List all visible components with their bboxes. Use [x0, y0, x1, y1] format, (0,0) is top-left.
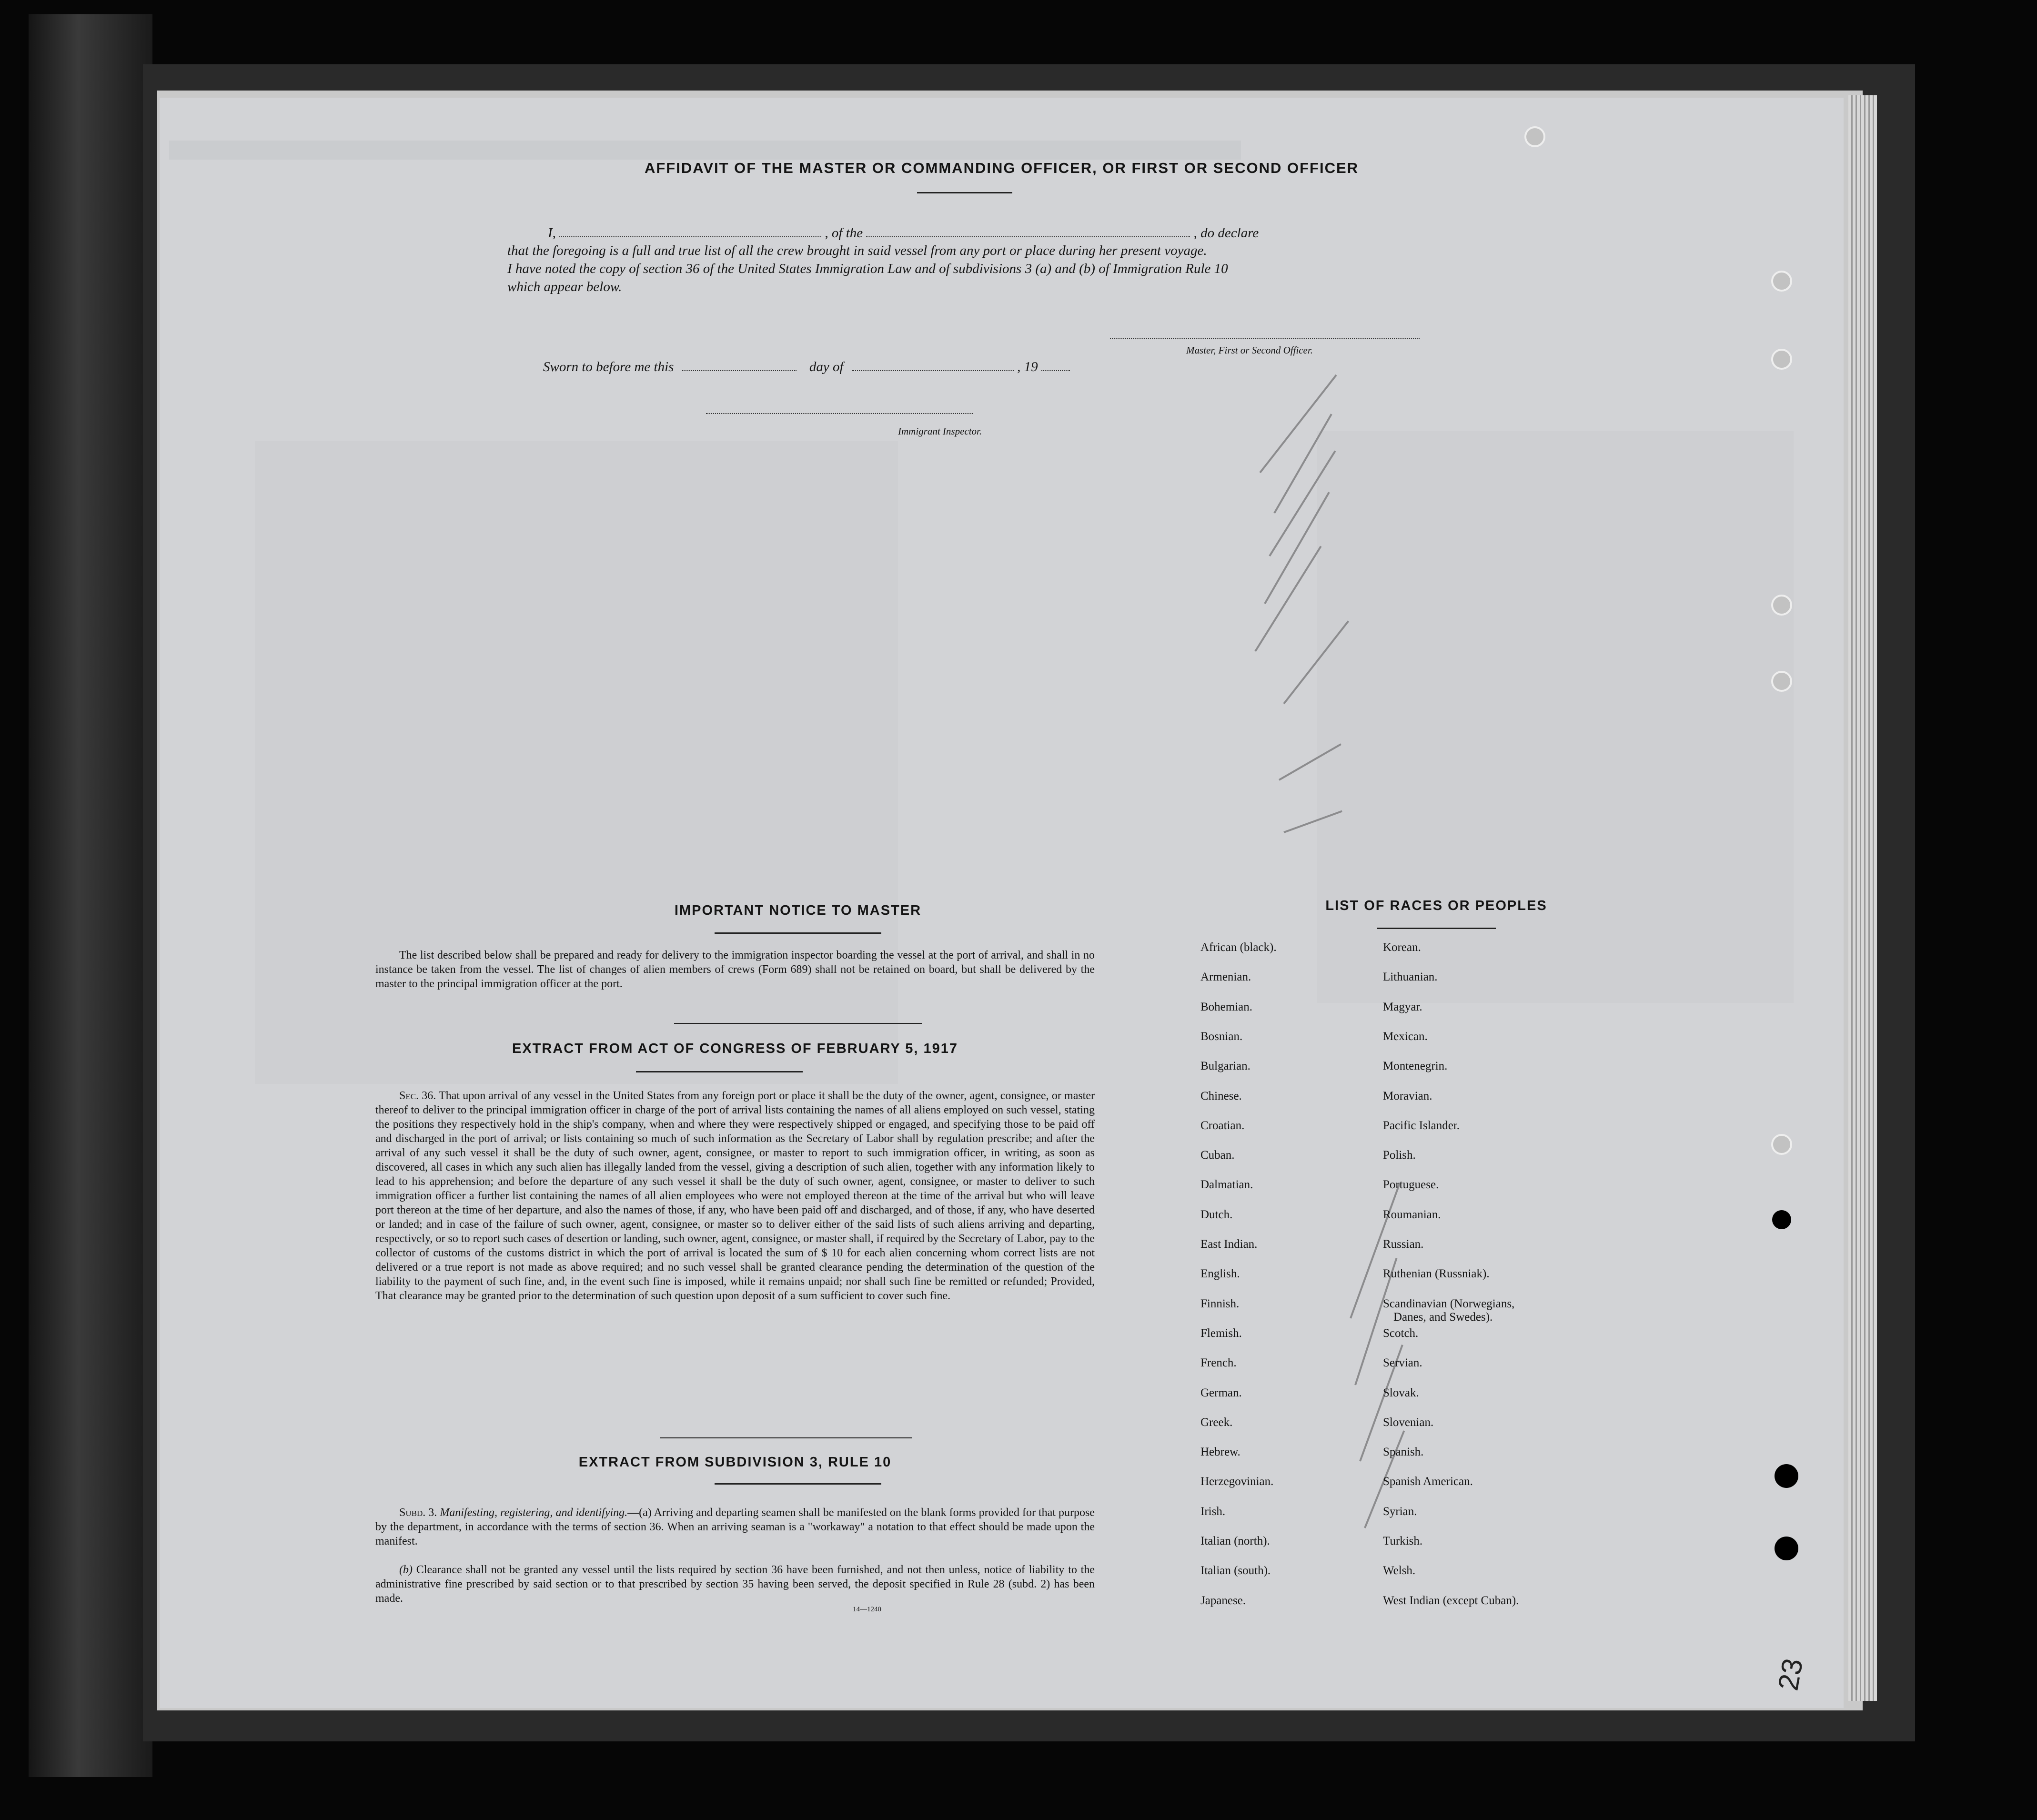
race-right-item: Montenegrin.: [1383, 1060, 1448, 1073]
race-right-item: Lithuanian.: [1383, 971, 1438, 984]
section-36-text: That upon arrival of any vessel in the United States from any foreign port or place it shall be the duty of the owner, agent, consignee, or master thereof to deliver to the principal immigration officer in charge of the port of arrival lists containing the names of all aliens employed on such vessel, stating the positions they respectively hold in the ship's company, when and where they were respectively shipped or engaged, and specifying those to be paid off and discharged in the port of arrival; or lists containing so much of such information as the Secretary of Labor shall by regulation prescribe; and after the arrival of any such vessel it shall be the duty of such owner, agent, consignee, or master to report to such immigration officer, in writing, as soon as discovered, all cases in which any such alien has illegally landed from the vessel, giving a description of such alien, together with any information likely to lead to his apprehension; and before the departure of any such vessel it shall be the duty of such owner, agent, consignee, or master to deliver to such immigration officer a further list containing the names of all alien employees who were not employed thereon at the time of the arrival but who will leave port thereon at the time of her departure, and also the names of those, if any, who have been paid off and discharged, and of those, if any, who have deserted or landed; and in case of the failure of such owner, agent, consignee, or master so to deliver either of the said lists of such aliens arriving and departing, respectively, or so to report such cases of desertion or landing, such owner, agent, consignee, or master shall, if required by the Secretary of Labor, pay to the collector of customs of the customs district in which the port of arrival is located the sum of $ 10 for each alien concerning whom correct lists are not delivered or a true report is not made as above required; and no such vessel shall be granted clearance pending the determination of the question of the liability to the payment of such fine, and, in the event such fine is imposed, while it remains unpaid; nor shall such fine be remitted or refunded; Provided, That clearance may be granted prior to the determination of such question upon deposit of a sum sufficient to cover such fine.: [375, 1090, 1095, 1302]
act-extract-title: EXTRACT FROM ACT OF CONGRESS OF FEBRUARY 5, 1917: [512, 1041, 958, 1056]
document-page: [160, 98, 1844, 1708]
race-left-item: African (black).: [1200, 941, 1277, 954]
race-right-item: Magyar.: [1383, 1000, 1422, 1013]
punch-hole: [1524, 126, 1545, 147]
punch-hole: [1775, 1464, 1798, 1488]
subd-heading: Manifesting, registering, and identifying.: [440, 1507, 628, 1519]
i-label: I,: [548, 225, 556, 241]
race-right-item: Scotch.: [1383, 1326, 1419, 1340]
act-rule: [636, 1071, 803, 1072]
race-left-item: Herzegovinian.: [1200, 1475, 1274, 1488]
race-left-item: Irish.: [1200, 1505, 1226, 1518]
race-right-item: Spanish American.: [1383, 1475, 1473, 1488]
race-right-item: West Indian (except Cuban).: [1383, 1594, 1519, 1607]
rule-extract-title: EXTRACT FROM SUBDIVISION 3, RULE 10: [578, 1455, 892, 1470]
races-title: LIST OF RACES OR PEOPLES: [1325, 898, 1547, 913]
race-left-item: Flemish.: [1200, 1326, 1242, 1340]
act-extract-text: [375, 1089, 1095, 1303]
title-rule: [917, 192, 1012, 193]
race-left-item: Italian (north).: [1200, 1535, 1270, 1547]
race-right-item: Moravian.: [1383, 1089, 1432, 1102]
para-b-label: (b): [399, 1564, 413, 1576]
race-right-item: Danes, and Swedes).: [1393, 1310, 1493, 1324]
affidavit-title: AFFIDAVIT OF THE MASTER OR COMMANDING OFFICER, OR FIRST OR SECOND OFFICER: [644, 160, 1359, 176]
day-of-label: day of: [809, 359, 844, 374]
month-blank[interactable]: [852, 358, 1014, 371]
race-right-item: Slovenian.: [1383, 1416, 1434, 1429]
race-left-item: Bosnian.: [1200, 1030, 1243, 1043]
race-right-item: Spanish.: [1383, 1446, 1424, 1459]
vessel-blank[interactable]: [866, 224, 1190, 237]
race-left-item: Bohemian.: [1200, 1000, 1253, 1013]
punch-hole: [1771, 671, 1792, 692]
year-label: , 19: [1017, 359, 1038, 374]
races-rule: [1377, 928, 1496, 929]
race-right-item: Russian.: [1383, 1238, 1424, 1251]
race-right-item: Welsh.: [1383, 1564, 1416, 1577]
race-left-item: Italian (south).: [1200, 1564, 1271, 1577]
section-label: Sec. 36.: [399, 1090, 436, 1102]
race-left-item: Greek.: [1200, 1416, 1233, 1429]
race-left-item: Japanese.: [1200, 1594, 1246, 1607]
race-right-item: Syrian.: [1383, 1505, 1417, 1518]
inspector-caption: Immigrant Inspector.: [898, 425, 982, 437]
race-left-item: Dutch.: [1200, 1208, 1233, 1221]
race-right-item: Slovak.: [1383, 1386, 1419, 1399]
affidavit-line3: I have noted the copy of section 36 of the United States Immigration Law and of subdivisions 3 (a) and (b) of Immigration Rule 10: [507, 261, 1228, 276]
notice-divider: [674, 1023, 922, 1024]
subd-para-b-text: Clearance shall not be granted any vessel until the lists required by section 36 have been furnished, and not then unless, notice of liability to the administrative fine prescribed by said section or to that prescribed by section 35 having been served, the deposit specified in Rule 28 (subd. 2) has been made.: [375, 1564, 1095, 1605]
affidavit-line2: that the foregoing is a full and true list of all the crew brought in said vessel from any port or place during her present voyage.: [507, 243, 1207, 258]
notice-rule: [715, 932, 881, 934]
race-left-item: German.: [1200, 1386, 1242, 1399]
signature-blank[interactable]: [1110, 338, 1420, 339]
notice-text: The list described below shall be prepared and ready for delivery to the immigration inspector boarding the vessel at the port of arrival, and shall in no instance be taken from the vessel. The list of changes of alien members of crews (Form 689) shall not be retained on board, but shall be delivered by the master to the principal immigration officer at the port.: [375, 949, 1095, 990]
rule-para-a: [375, 1506, 1095, 1548]
race-left-item: Bulgarian.: [1200, 1060, 1250, 1073]
affidavit-declaration-line: [507, 224, 1579, 241]
race-left-item: Chinese.: [1200, 1089, 1242, 1102]
race-left-item: Cuban.: [1200, 1149, 1235, 1162]
punch-hole: [1771, 349, 1792, 370]
race-right-item: Portuguese.: [1383, 1178, 1439, 1192]
do-declare-label: , do declare: [1193, 225, 1259, 241]
race-right-item: Ruthenian (Russniak).: [1383, 1267, 1490, 1281]
race-right-item: Pacific Islander.: [1383, 1119, 1460, 1132]
binding-edge: [29, 14, 152, 1777]
race-right-item: Polish.: [1383, 1149, 1416, 1162]
subd-label: Subd. 3.: [399, 1507, 437, 1519]
race-right-item: Turkish.: [1383, 1535, 1423, 1547]
inspector-blank[interactable]: [706, 413, 973, 414]
punch-hole: [1771, 1134, 1792, 1155]
race-right-item: Korean.: [1383, 941, 1421, 954]
race-left-item: Hebrew.: [1200, 1446, 1240, 1459]
signature-caption: Master, First or Second Officer.: [1186, 344, 1313, 356]
form-number: 14—1240: [853, 1606, 881, 1613]
stacked-page-edges: [1848, 95, 1877, 1701]
race-left-item: Dalmatian.: [1200, 1178, 1253, 1192]
race-left-item: Finnish.: [1200, 1297, 1240, 1310]
punch-hole: [1772, 1210, 1791, 1229]
affidavit-line4: which appear below.: [507, 279, 622, 294]
race-right-item: Mexican.: [1383, 1030, 1428, 1043]
race-right-item: Roumanian.: [1383, 1208, 1441, 1221]
race-left-item: Croatian.: [1200, 1119, 1245, 1132]
bleed-through: [1317, 431, 1794, 1003]
race-left-item: Armenian.: [1200, 971, 1251, 984]
race-right-item: Scandinavian (Norwegians,: [1383, 1297, 1515, 1310]
punch-hole: [1771, 271, 1792, 292]
name-blank[interactable]: [559, 224, 821, 237]
race-left-item: East Indian.: [1200, 1238, 1258, 1251]
year-blank[interactable]: [1041, 358, 1070, 371]
race-left-item: French.: [1200, 1356, 1237, 1370]
day-blank[interactable]: [682, 358, 797, 371]
race-right-item: Servian.: [1383, 1356, 1422, 1370]
race-left-item: English.: [1200, 1267, 1240, 1281]
rule-rule: [715, 1483, 881, 1485]
rule-para-b: [375, 1563, 1095, 1606]
subd-para-a-text: —(a) Arriving and departing seamen shall be manifested on the blank forms provided for that purpose by the department, in accordance with the terms of section 36. When an arriving seaman is a "workaway" a notation to that effect should be made upon the manifest.: [375, 1507, 1095, 1547]
punch-hole: [1775, 1537, 1798, 1560]
bleed-through: [169, 141, 1241, 160]
sworn-label: Sworn to before me this: [543, 359, 674, 374]
act-divider: [660, 1437, 912, 1438]
notice-title: IMPORTANT NOTICE TO MASTER: [674, 903, 922, 918]
of-the-label: , of the: [825, 225, 863, 241]
sworn-line: [543, 357, 1070, 376]
punch-hole: [1771, 595, 1792, 616]
handwritten-page-number: 23: [1772, 1656, 1809, 1693]
